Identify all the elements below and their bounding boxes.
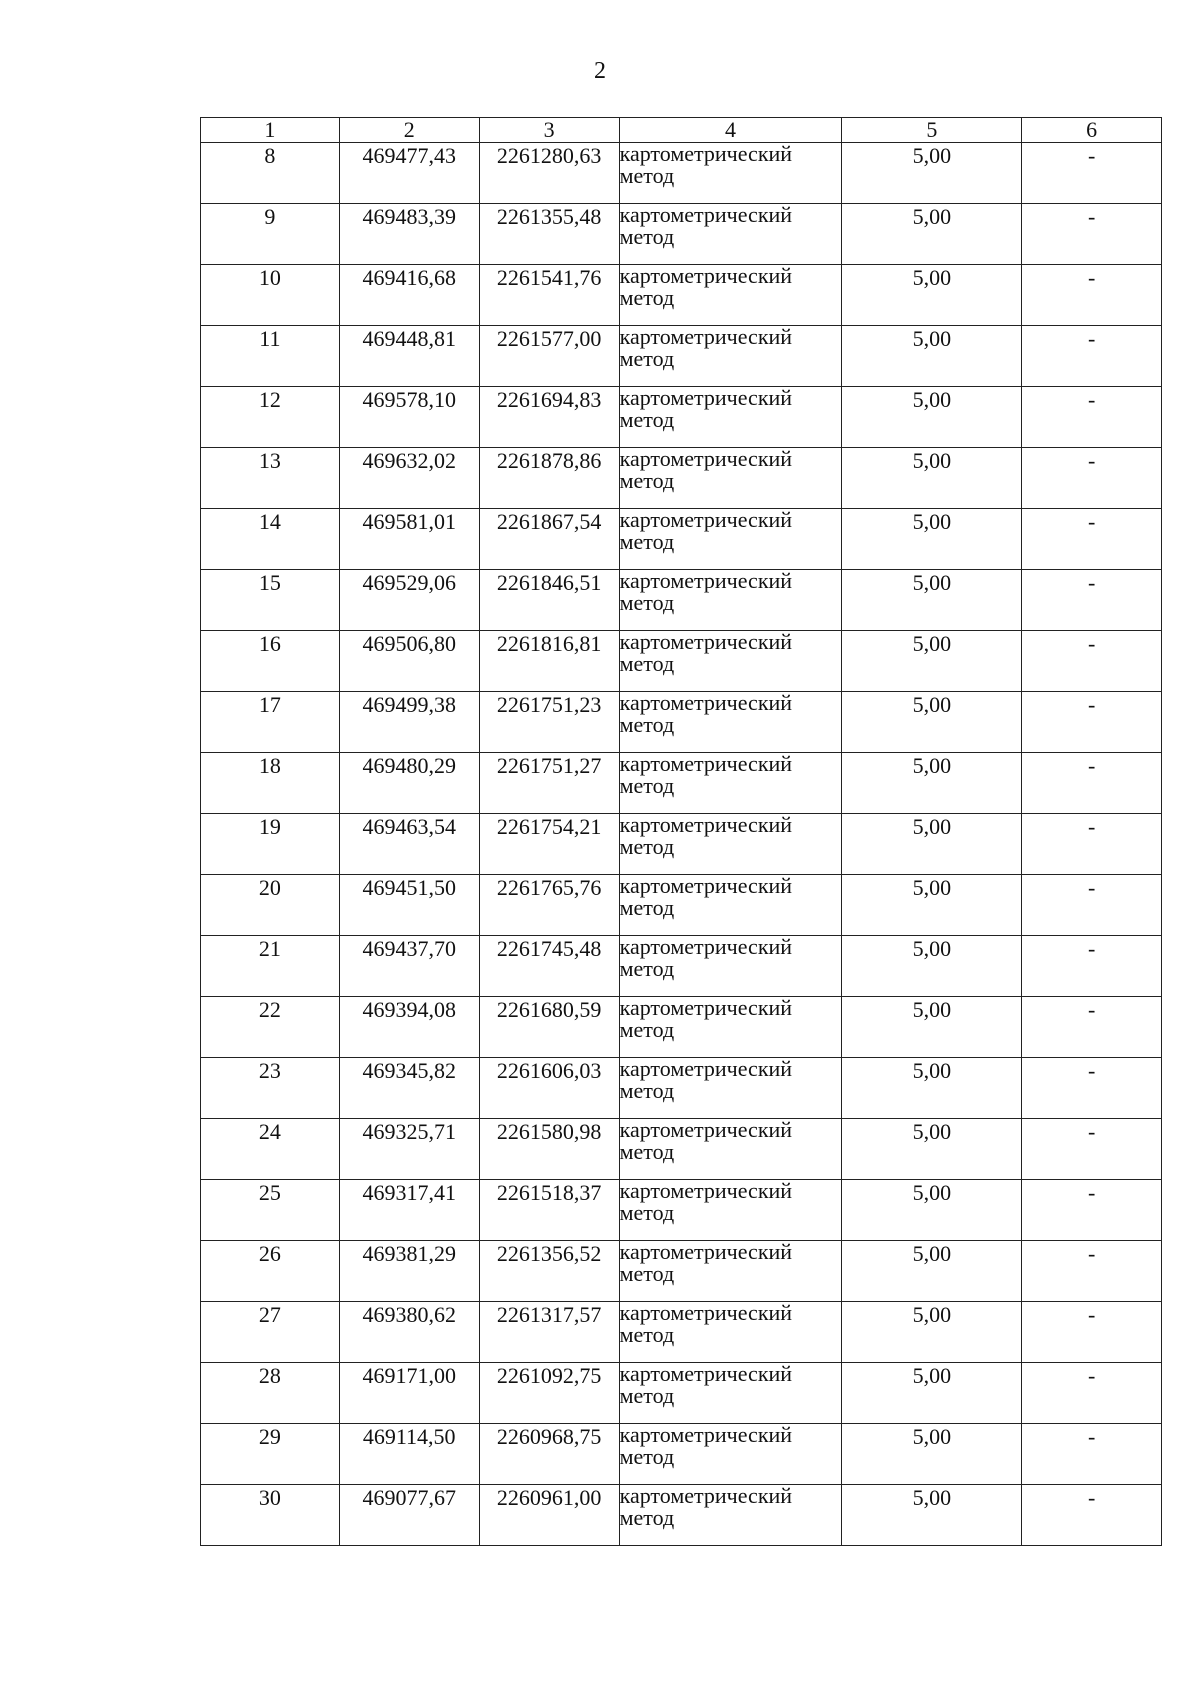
note-cell: -: [1022, 1241, 1162, 1302]
y-coordinate-cell: 2261092,75: [479, 1363, 619, 1424]
x-coordinate-cell: 469581,01: [339, 509, 479, 570]
note-cell: -: [1022, 753, 1162, 814]
table-row: [201, 1058, 1162, 1119]
accuracy-cell: 5,00: [842, 875, 1022, 936]
y-coordinate-cell: 2261680,59: [479, 997, 619, 1058]
accuracy-cell: 5,00: [842, 1058, 1022, 1119]
point-number-cell: 18: [201, 753, 340, 814]
accuracy-cell: 5,00: [842, 509, 1022, 570]
note-cell: -: [1022, 1058, 1162, 1119]
x-coordinate-cell: 469529,06: [339, 570, 479, 631]
y-coordinate-cell: 2261694,83: [479, 387, 619, 448]
y-coordinate-cell: 2261606,03: [479, 1058, 619, 1119]
note-cell: -: [1022, 875, 1162, 936]
x-coordinate-cell: 469380,62: [339, 1302, 479, 1363]
method-cell: картометрический метод: [619, 1119, 842, 1180]
x-coordinate-cell: 469171,00: [339, 1363, 479, 1424]
table-row: [201, 448, 1162, 509]
method-cell: картометрический метод: [619, 997, 842, 1058]
x-coordinate-cell: 469506,80: [339, 631, 479, 692]
table-row: [201, 936, 1162, 997]
point-number-cell: 20: [201, 875, 340, 936]
note-cell: -: [1022, 936, 1162, 997]
note-cell: -: [1022, 1424, 1162, 1485]
point-number-cell: 11: [201, 326, 340, 387]
note-cell: -: [1022, 1180, 1162, 1241]
table-row: [201, 570, 1162, 631]
x-coordinate-cell: 469451,50: [339, 875, 479, 936]
column-header-2: 2: [339, 118, 479, 143]
y-coordinate-cell: 2260968,75: [479, 1424, 619, 1485]
accuracy-cell: 5,00: [842, 753, 1022, 814]
y-coordinate-cell: 2261751,23: [479, 692, 619, 753]
method-cell: картометрический метод: [619, 1058, 842, 1119]
table-row: [201, 387, 1162, 448]
note-cell: -: [1022, 692, 1162, 753]
method-cell: картометрический метод: [619, 326, 842, 387]
note-cell: -: [1022, 326, 1162, 387]
y-coordinate-cell: 2261751,27: [479, 753, 619, 814]
accuracy-cell: 5,00: [842, 387, 1022, 448]
accuracy-cell: 5,00: [842, 692, 1022, 753]
table-row: [201, 509, 1162, 570]
point-number-cell: 22: [201, 997, 340, 1058]
accuracy-cell: 5,00: [842, 1363, 1022, 1424]
y-coordinate-cell: 2261356,52: [479, 1241, 619, 1302]
method-cell: картометрический метод: [619, 1180, 842, 1241]
y-coordinate-cell: 2261745,48: [479, 936, 619, 997]
point-number-cell: 29: [201, 1424, 340, 1485]
y-coordinate-cell: 2261518,37: [479, 1180, 619, 1241]
x-coordinate-cell: 469632,02: [339, 448, 479, 509]
x-coordinate-cell: 469448,81: [339, 326, 479, 387]
method-cell: картометрический метод: [619, 1363, 842, 1424]
point-number-cell: 21: [201, 936, 340, 997]
accuracy-cell: 5,00: [842, 1485, 1022, 1546]
table-row: [201, 875, 1162, 936]
accuracy-cell: 5,00: [842, 1119, 1022, 1180]
accuracy-cell: 5,00: [842, 1424, 1022, 1485]
point-number-cell: 16: [201, 631, 340, 692]
x-coordinate-cell: 469483,39: [339, 204, 479, 265]
point-number-cell: 24: [201, 1119, 340, 1180]
note-cell: -: [1022, 265, 1162, 326]
method-cell: картометрический метод: [619, 509, 842, 570]
accuracy-cell: 5,00: [842, 143, 1022, 204]
x-coordinate-cell: 469317,41: [339, 1180, 479, 1241]
method-cell: картометрический метод: [619, 692, 842, 753]
table-row: [201, 1424, 1162, 1485]
note-cell: -: [1022, 814, 1162, 875]
x-coordinate-cell: 469381,29: [339, 1241, 479, 1302]
y-coordinate-cell: 2261846,51: [479, 570, 619, 631]
note-cell: -: [1022, 448, 1162, 509]
accuracy-cell: 5,00: [842, 631, 1022, 692]
y-coordinate-cell: 2261541,76: [479, 265, 619, 326]
point-number-cell: 25: [201, 1180, 340, 1241]
point-number-cell: 12: [201, 387, 340, 448]
method-cell: картометрический метод: [619, 448, 842, 509]
table-row: [201, 1119, 1162, 1180]
column-header-6: 6: [1022, 118, 1162, 143]
y-coordinate-cell: 2261317,57: [479, 1302, 619, 1363]
column-header-4: 4: [619, 118, 842, 143]
x-coordinate-cell: 469477,43: [339, 143, 479, 204]
note-cell: -: [1022, 509, 1162, 570]
note-cell: -: [1022, 997, 1162, 1058]
table-row: [201, 1302, 1162, 1363]
x-coordinate-cell: 469345,82: [339, 1058, 479, 1119]
point-number-cell: 28: [201, 1363, 340, 1424]
accuracy-cell: 5,00: [842, 997, 1022, 1058]
method-cell: картометрический метод: [619, 936, 842, 997]
point-number-cell: 19: [201, 814, 340, 875]
accuracy-cell: 5,00: [842, 326, 1022, 387]
table-header-row: [201, 118, 1162, 143]
accuracy-cell: 5,00: [842, 204, 1022, 265]
method-cell: картометрический метод: [619, 814, 842, 875]
y-coordinate-cell: 2261280,63: [479, 143, 619, 204]
method-cell: картометрический метод: [619, 875, 842, 936]
x-coordinate-cell: 469499,38: [339, 692, 479, 753]
page-number: 2: [594, 58, 606, 84]
accuracy-cell: 5,00: [842, 448, 1022, 509]
y-coordinate-cell: 2261355,48: [479, 204, 619, 265]
table-row: [201, 1241, 1162, 1302]
point-number-cell: 10: [201, 265, 340, 326]
table-row: [201, 997, 1162, 1058]
method-cell: картометрический метод: [619, 265, 842, 326]
note-cell: -: [1022, 570, 1162, 631]
point-number-cell: 14: [201, 509, 340, 570]
y-coordinate-cell: 2260961,00: [479, 1485, 619, 1546]
method-cell: картометрический метод: [619, 1302, 842, 1363]
point-number-cell: 13: [201, 448, 340, 509]
table-row: [201, 265, 1162, 326]
point-number-cell: 17: [201, 692, 340, 753]
point-number-cell: 8: [201, 143, 340, 204]
accuracy-cell: 5,00: [842, 570, 1022, 631]
accuracy-cell: 5,00: [842, 1180, 1022, 1241]
point-number-cell: 23: [201, 1058, 340, 1119]
point-number-cell: 27: [201, 1302, 340, 1363]
table-row: [201, 692, 1162, 753]
y-coordinate-cell: 2261754,21: [479, 814, 619, 875]
accuracy-cell: 5,00: [842, 936, 1022, 997]
x-coordinate-cell: 469578,10: [339, 387, 479, 448]
x-coordinate-cell: 469437,70: [339, 936, 479, 997]
note-cell: -: [1022, 143, 1162, 204]
accuracy-cell: 5,00: [842, 1241, 1022, 1302]
y-coordinate-cell: 2261765,76: [479, 875, 619, 936]
table-row: [201, 1485, 1162, 1546]
note-cell: -: [1022, 1302, 1162, 1363]
y-coordinate-cell: 2261580,98: [479, 1119, 619, 1180]
table-row: [201, 814, 1162, 875]
coordinates-table: [200, 117, 1162, 1546]
x-coordinate-cell: 469463,54: [339, 814, 479, 875]
point-number-cell: 15: [201, 570, 340, 631]
accuracy-cell: 5,00: [842, 265, 1022, 326]
y-coordinate-cell: 2261577,00: [479, 326, 619, 387]
y-coordinate-cell: 2261867,54: [479, 509, 619, 570]
accuracy-cell: 5,00: [842, 1302, 1022, 1363]
table-row: [201, 1180, 1162, 1241]
method-cell: картометрический метод: [619, 143, 842, 204]
note-cell: -: [1022, 1363, 1162, 1424]
table-row: [201, 753, 1162, 814]
accuracy-cell: 5,00: [842, 814, 1022, 875]
x-coordinate-cell: 469416,68: [339, 265, 479, 326]
method-cell: картометрический метод: [619, 204, 842, 265]
note-cell: -: [1022, 387, 1162, 448]
column-header-5: 5: [842, 118, 1022, 143]
point-number-cell: 30: [201, 1485, 340, 1546]
table-row: [201, 326, 1162, 387]
method-cell: картометрический метод: [619, 570, 842, 631]
note-cell: -: [1022, 631, 1162, 692]
x-coordinate-cell: 469394,08: [339, 997, 479, 1058]
method-cell: картометрический метод: [619, 1485, 842, 1546]
method-cell: картометрический метод: [619, 387, 842, 448]
point-number-cell: 9: [201, 204, 340, 265]
table-row: [201, 143, 1162, 204]
method-cell: картометрический метод: [619, 753, 842, 814]
x-coordinate-cell: 469077,67: [339, 1485, 479, 1546]
point-number-cell: 26: [201, 1241, 340, 1302]
note-cell: -: [1022, 1485, 1162, 1546]
y-coordinate-cell: 2261816,81: [479, 631, 619, 692]
x-coordinate-cell: 469114,50: [339, 1424, 479, 1485]
y-coordinate-cell: 2261878,86: [479, 448, 619, 509]
table-body: [201, 143, 1162, 1546]
method-cell: картометрический метод: [619, 631, 842, 692]
x-coordinate-cell: 469480,29: [339, 753, 479, 814]
column-header-1: 1: [201, 118, 340, 143]
table-row: [201, 631, 1162, 692]
x-coordinate-cell: 469325,71: [339, 1119, 479, 1180]
note-cell: -: [1022, 204, 1162, 265]
column-header-3: 3: [479, 118, 619, 143]
note-cell: -: [1022, 1119, 1162, 1180]
method-cell: картометрический метод: [619, 1424, 842, 1485]
method-cell: картометрический метод: [619, 1241, 842, 1302]
table-row: [201, 204, 1162, 265]
table-row: [201, 1363, 1162, 1424]
